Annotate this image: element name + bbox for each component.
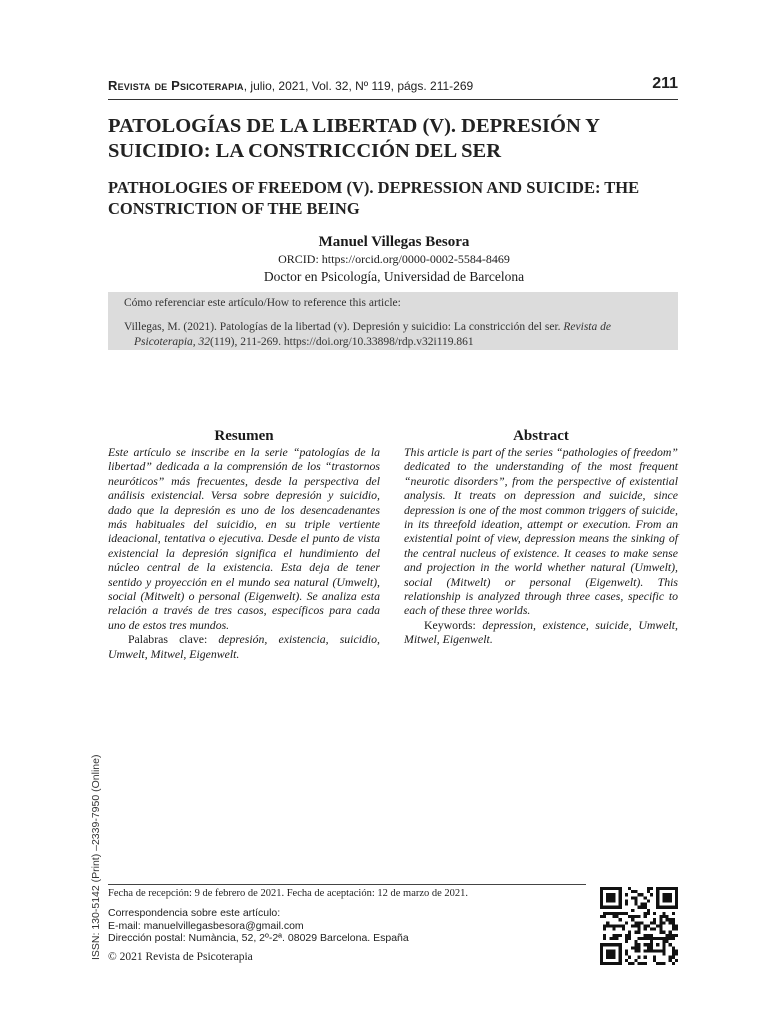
- abstract-keywords-list: depression, existence, suicide, Umwelt, Mitwel, Eigenwelt.: [404, 617, 678, 647]
- author-name: Manuel Villegas Besora: [318, 234, 470, 250]
- copyright: © 2021 Revista de Psicoterapia: [108, 950, 253, 963]
- page-number: 211: [652, 75, 678, 92]
- author-affiliation: Doctor en Psicología, Universidad de Barcelona: [263, 269, 525, 284]
- running-header: [108, 75, 678, 98]
- abstract-heading: Abstract: [513, 428, 569, 444]
- title-spanish: PATOLOGÍAS DE LA LIBERTAD (V). DEPRESIÓN Y SUICIDIO: LA CONSTRICCIÓN DEL SER: [108, 115, 600, 162]
- resumen-keywords: [108, 632, 380, 661]
- resumen-keywords-label: Palabras clave:: [128, 632, 219, 647]
- journal-name: Revista de Psicoterapia: [108, 78, 244, 93]
- abstract-text: This article is part of the series “pathologies of freedom” dedicated to the understanding of the most frequent “neurotic disorders”, from the perspective of existential analysis. It treats on depression and suicide, since depression is one of the most common triggers of suicide, in its threefold ideation, attempt or execution. From an existential point of view, depression means the sinking of the central nucleus of existence. It ceases to make sense and projection in the world whether natural (Umwelt), social (Mitwelt) or personal (Eigenwelt). This relationship is analyzed through three cases, specific to each of these three worlds.: [404, 445, 678, 618]
- resumen-body: [108, 445, 380, 661]
- title-english: PATHOLOGIES OF FREEDOM (V). DEPRESSION AND SUICIDE: THE CONSTRICTION OF THE BEING: [108, 178, 640, 218]
- author-block: [108, 233, 680, 285]
- issn-vertical: ISSN: 130-5142 (Print) –2339-7950 (Online): [90, 754, 102, 960]
- qr-code-icon[interactable]: [600, 887, 678, 965]
- correspondence-label: Correspondencia sobre este artículo:: [108, 907, 281, 919]
- abstract-section: [404, 428, 678, 647]
- author-orcid[interactable]: ORCID: https://orcid.org/0000-0002-5584-8469: [278, 252, 510, 266]
- abstract-body: [404, 445, 678, 647]
- abstract-keywords: [404, 618, 678, 647]
- reference-start: Villegas, M. (2021). Patologías de la libertad (v). Depresión y suicidio: La constricción del ser.: [124, 321, 564, 333]
- journal-citation: , julio, 2021, Vol. 32, Nº 119, págs. 211-269: [243, 79, 474, 93]
- resumen-heading: Resumen: [214, 428, 274, 444]
- reference-text: [124, 320, 666, 350]
- resumen-section: [108, 428, 380, 661]
- header-divider: [108, 99, 678, 100]
- reference-box: [108, 292, 678, 350]
- reference-heading: Cómo referenciar este artículo/How to reference this article:: [124, 297, 401, 309]
- footer-divider: [108, 884, 586, 885]
- footer: [108, 887, 588, 964]
- reference-end[interactable]: (119), 211-269. https://doi.org/10.33898/rdp.v32i119.861: [210, 336, 474, 348]
- reference-journal: Revista de Psicoterapia, 32: [134, 321, 611, 348]
- correspondence-address: Dirección postal: Numància, 52, 2º-2ª. 08029 Barcelona. España: [108, 932, 409, 944]
- abstract-keywords-label: Keywords:: [424, 617, 483, 632]
- reception-dates: Fecha de recepción: 9 de febrero de 2021. Fecha de aceptación: 12 de marzo de 2021.: [108, 888, 469, 899]
- resumen-text: Este artículo se inscribe en la serie “patologías de la libertad” dedicada a la comprensión de los “trastornos neuróticos” más frecuentes, desde la perspectiva del análisis existencial. Versa sobre depresión y suicidio, dado que la depresión es uno de los desencadenantes más habituales del suicidio, en su triple vertiente ideacional, tentativa o ejecutiva. Desde el punto de vista existencial la depresión significa el hundimiento del núcleo central de la existencia. Esta deja de tener sentido y proyección en el mundo sea natural (Umwelt), social (Mitwelt) o personal (Eigenwelt). Se analiza esta relación a través de tres casos, específicos para cada uno de estos tres mundos.: [108, 445, 380, 632]
- correspondence-email[interactable]: E-mail: manuelvillegasbesora@gmail.com: [108, 919, 304, 932]
- resumen-keywords-list: depresión, existencia, suicidio, Umwelt, Mitwel, Eigenwelt.: [108, 632, 381, 661]
